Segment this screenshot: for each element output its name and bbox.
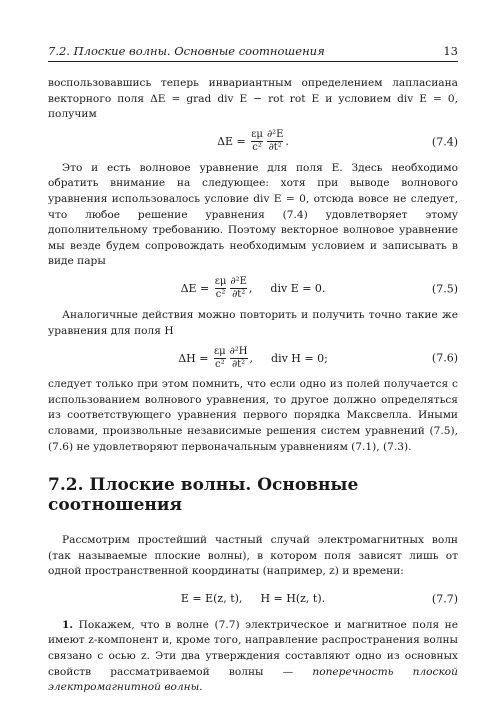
eq-7-6-lhs: ΔH = [178,351,209,365]
eq-7-4-frac1 [251,129,263,154]
eq-7-4-frac2-num: ∂²E [266,129,284,141]
eq-7-4-number: (7.4) [431,135,458,149]
paragraph-1: воспользовавшись теперь инвариантным определением лапласиана векторного поля ΔE = grad div E − rot rot E и условием div E = 0, получим [48,77,458,121]
eq-7-6-frac1-num: εμ [213,345,226,357]
page-number: 13 [443,44,458,58]
paragraph-2: Это и есть волновое уравнение для поля E. Здесь необходимо обратить внимание на следующее: хотя при выводе волнового уравнения использовалось условие div E = 0, отсюда вовсе не следует, что любое решение уравнения (7.4) удовлетворяет этому дополнительному требованию. Поэтому векторное волновое уравнение мы везде будем сопровождать необходимым условием и записывать в виде пары [48,161,458,268]
running-head-title: 7.2. Плоские волны. Основные соотношения [48,44,325,58]
equation-7-4 [48,123,458,161]
eq-7-5-frac2-num: ∂²E [230,276,247,288]
paragraph-4: следует только при этом помнить, что если одно из полей получается с использованием волнового уравнения, то другое должно определяться из соответствующего уравнения первого порядка Максвелла. Иными словами, произвольные независимые решения систем уравнений (7.5), (7.6) не удовлетворяют первоначальным уравнениям (7.1), (7.3). [48,378,458,453]
paragraph-5: Рассмотрим простейший частный случай электромагнитных волн (так называемые плоские волны), в котором поля зависят лишь от одной пространственной координаты (например, z) и времени: [48,534,458,578]
eq-7-6-frac2 [230,346,248,371]
paragraph-6-end: . [199,681,203,694]
eq-7-5-condition: div E = 0. [270,282,326,296]
page [48,44,458,696]
running-head [48,44,458,62]
eq-7-7-number: (7.7) [431,592,458,606]
eq-7-7-left: E = E(z, t), [180,592,243,606]
eq-7-6-condition: div H = 0; [271,351,328,365]
eq-7-7-right: H = H(z, t). [260,592,326,606]
eq-7-6-frac1 [214,346,226,371]
eq-7-4-frac1-den: c² [252,142,262,154]
eq-7-6-frac1-den: c² [214,358,225,370]
paragraph-3: Аналогичные действия можно повторить и получить точно такие же уравнения для поля H [48,308,458,337]
eq-7-6-tail: , [249,351,254,365]
eq-7-4-tail: . [285,135,289,149]
eq-7-6-frac2-num: ∂²H [229,345,248,357]
paragraph-6-body: Покажем, что в волне (7.7) электрическое и магнитное поля не имеют z-компонент и, кроме того, направление распространения волны связано с осью z. Эти два утверждения составляют одно из основных свойств рассматриваемой волны — [48,618,458,678]
eq-7-5-frac1 [215,276,227,301]
equation-7-6 [48,339,458,377]
eq-7-4-frac2-den: ∂t² [268,142,282,154]
eq-7-5-frac1-num: εμ [214,276,227,288]
eq-7-6-frac2-den: ∂t² [231,358,246,370]
eq-7-5-lhs: ΔE = [180,282,210,296]
eq-7-6-number: (7.6) [431,351,458,365]
eq-7-4-frac1-num: εμ [251,129,263,141]
equation-7-5 [48,270,458,308]
paragraph-6 [48,618,458,696]
eq-7-4-lhs: ΔE = [217,135,246,149]
equation-7-7 [48,580,458,618]
item-number: 1. [62,618,74,631]
eq-7-5-frac2-den: ∂t² [232,289,246,301]
section-heading: 7.2. Плоские волны. Основные соотношения [48,475,359,516]
emphasis-text: поперечность плоской электромагнитной волны [48,665,459,694]
eq-7-5-tail: , [248,282,253,296]
eq-7-5-frac1-den: c² [215,289,226,301]
eq-7-5-frac2 [230,276,246,301]
eq-7-4-frac2 [267,129,283,154]
eq-7-5-number: (7.5) [431,282,458,296]
